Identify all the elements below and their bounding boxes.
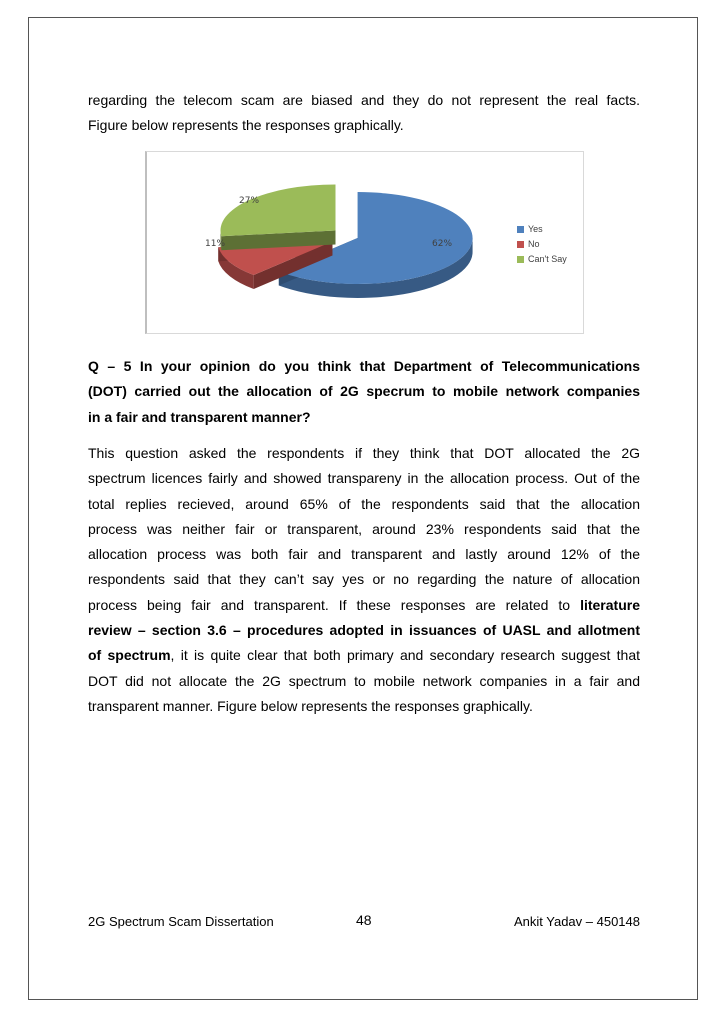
text-line: (DOT) carried out the allocation of 2G specrum to mobile network companies [88,383,640,400]
intro-paragraph [88,88,640,139]
text-line: spectrum licences fairly and showed transpareny in the allocation process. Out of the [88,470,640,487]
text-line: This question asked the respondents if they think that DOT allocated the 2G [88,445,640,461]
legend-item-yes [517,222,567,237]
legend-swatch-no [517,241,524,248]
footer-title: 2G Spectrum Scam Dissertation [88,914,274,929]
legend-item-cant-say [517,252,567,267]
text-line: Figure below represents the responses graphically. [88,117,404,134]
legend-label-no: No [528,239,540,249]
legend-label-yes: Yes [528,224,543,234]
text-line: respondents said that they can’t say yes or no regarding the nature of allocation [88,571,640,588]
text-line: in a fair and transparent manner? [88,408,311,425]
legend-item-no [517,237,567,252]
footer-author: Ankit Yadav – 450148 [513,914,640,929]
pie-slice-cant-say [220,184,335,250]
bold-reference: literature [580,596,640,613]
question-heading [88,354,640,430]
legend-swatch-cant-say [517,256,524,263]
chart-legend [517,222,567,267]
text-line: DOT did not allocate the 2G spectrum to mobile network companies in a fair and [88,672,640,689]
data-label-no: 11% [205,239,226,249]
text-line: transparent manner. Figure below represents the responses graphically. [88,697,533,714]
text-line: process was neither fair or transparent, around 23% respondents said that the [88,520,640,537]
data-label-cant-say: 27% [239,196,260,206]
pie-slice-top-cant-say [220,184,335,236]
pie-chart [145,151,584,334]
text-line [88,593,640,618]
text-line: regarding the telecom scam are biased and they do not represent the real facts. [88,92,640,108]
legend-label-cant-say: Can't Say [528,254,567,264]
page-number: 48 [356,912,372,928]
bold-reference: of spectrum [88,647,171,664]
legend-swatch-yes [517,226,524,233]
text-run: process being fair and transparent. If these responses are related to [88,596,581,613]
text-line: total replies recieved, around 65% of the respondents said that the allocation [88,495,640,512]
text-run: , it is quite clear that both primary and secondary research suggest that [170,647,641,664]
text-line: Q – 5 In your opinion do you think that Department of Telecommunications [88,358,640,374]
bold-reference: review – section 3.6 – procedures adopted in issuances of UASL and allotment [88,622,640,639]
data-label-yes: 62% [432,239,453,249]
text-line [88,643,640,668]
text-line: allocation process was both fair and transparent and lastly around 12% of the [88,546,640,563]
analysis-paragraph [88,441,640,719]
